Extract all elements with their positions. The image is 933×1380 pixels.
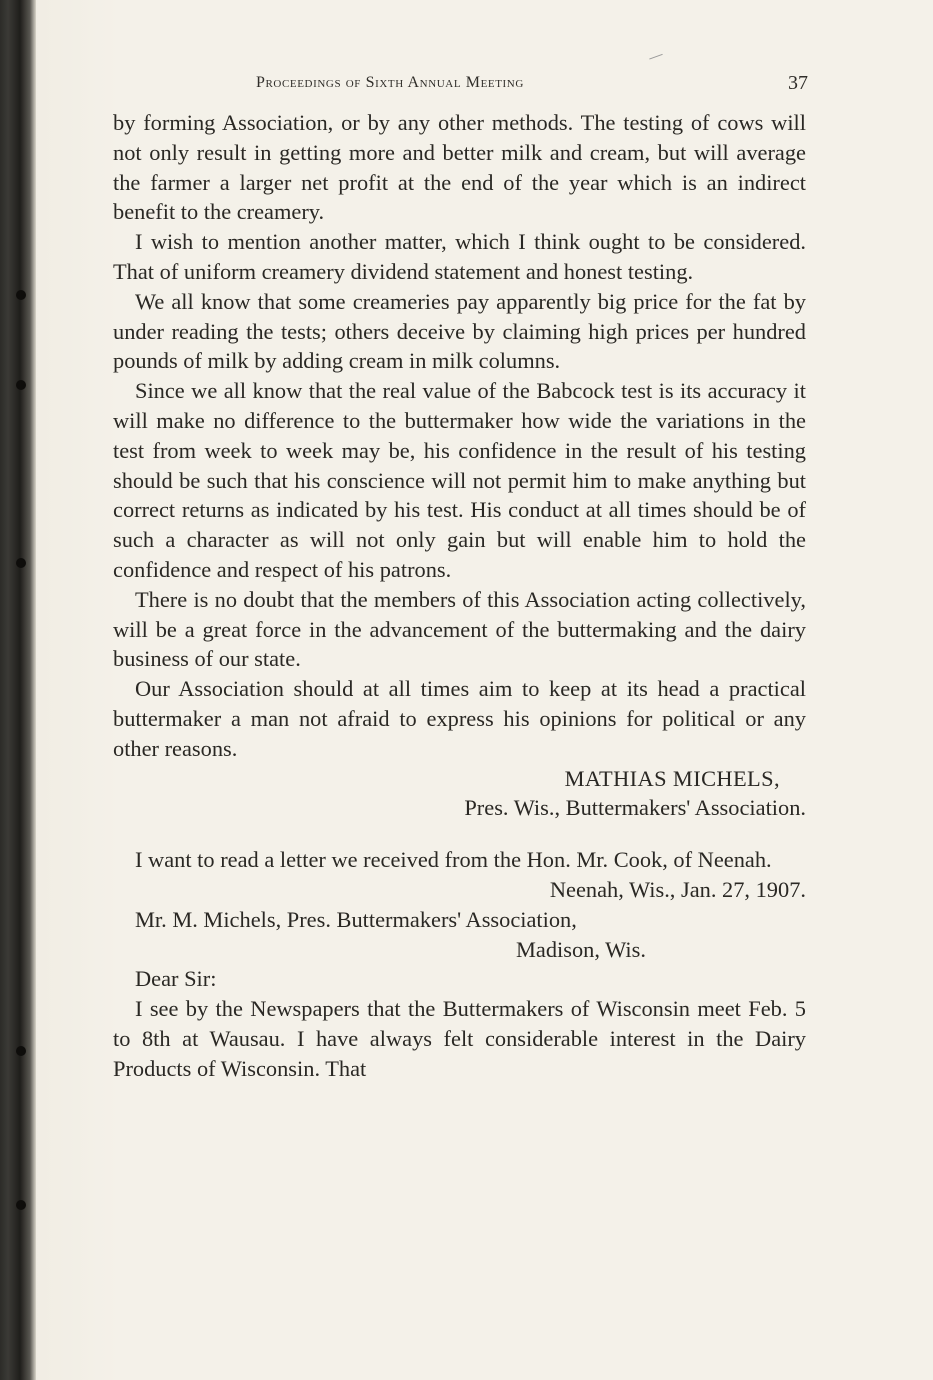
page-body-text: [113, 108, 806, 1084]
binding-stitch-mark: [16, 1200, 26, 1210]
running-header: [256, 74, 812, 100]
signature-title: Pres. Wis., Buttermakers' Association.: [464, 795, 806, 821]
letter-paragraph: I see by the Newspapers that the Buttermakers of Wisconsin meet Feb. 5 to 8th at Wausau. I have always felt considerable interest in the Dairy Products of Wisconsin. That: [113, 996, 806, 1081]
paragraph: Our Association should at all times aim to keep at its head a practical buttermaker a man not afraid to express his opinions for political or any other reasons.: [113, 676, 806, 761]
letter-introduction: I want to read a letter we received from the Hon. Mr. Cook, of Neenah.: [135, 847, 772, 873]
paragraph: I wish to mention another matter, which I think ought to be considered. That of uniform creamery dividend statement and honest testing.: [113, 229, 806, 284]
letter-salutation: Dear Sir:: [135, 966, 217, 992]
binding-stitch-mark: [16, 380, 26, 390]
signature-name: MATHIAS MICHELS,: [564, 765, 780, 791]
letter-addressee: Mr. M. Michels, Pres. Buttermakers' Association,: [135, 906, 577, 932]
book-binding-edge: [0, 0, 36, 1380]
letter-dateline: Neenah, Wis., Jan. 27, 1907.: [549, 876, 806, 902]
letter-address-city: Madison, Wis.: [516, 936, 646, 962]
paragraph: Since we all know that the real value of the Babcock test is its accuracy it will make no difference to the buttermaker how wide the variations in the test from week to week may be, his confidence in the result of his testing should be such that his conscience will not permit him to make anything but correct returns as indicated by his test. His conduct at all times should be of such a character as will not only gain but will enable him to hold the confidence and respect of his patrons.: [113, 378, 806, 582]
section-spacer: [113, 823, 806, 845]
paragraph: There is no doubt that the members of this Association acting collectively, will be a great force in the advancement of the buttermaking and the dairy business of our state.: [113, 586, 806, 672]
page-number: 37: [788, 72, 808, 94]
binding-stitch-mark: [16, 558, 26, 568]
paragraph: by forming Association, or by any other methods. The testing of cows will not only result in getting more and better milk and cream, but will average the farmer a larger net profit at the end of the year which is an indirect benefit to the creamery.: [113, 110, 806, 225]
running-title: Proceedings of Sixth Annual Meeting: [256, 74, 524, 91]
stray-pencil-mark: [649, 54, 665, 65]
binding-stitch-mark: [16, 290, 26, 300]
paragraph: We all know that some creameries pay apparently big price for the fat by under reading the tests; others deceive by claiming high prices per hundred pounds of milk by adding cream in milk columns.: [113, 288, 806, 374]
binding-stitch-mark: [16, 1046, 26, 1056]
